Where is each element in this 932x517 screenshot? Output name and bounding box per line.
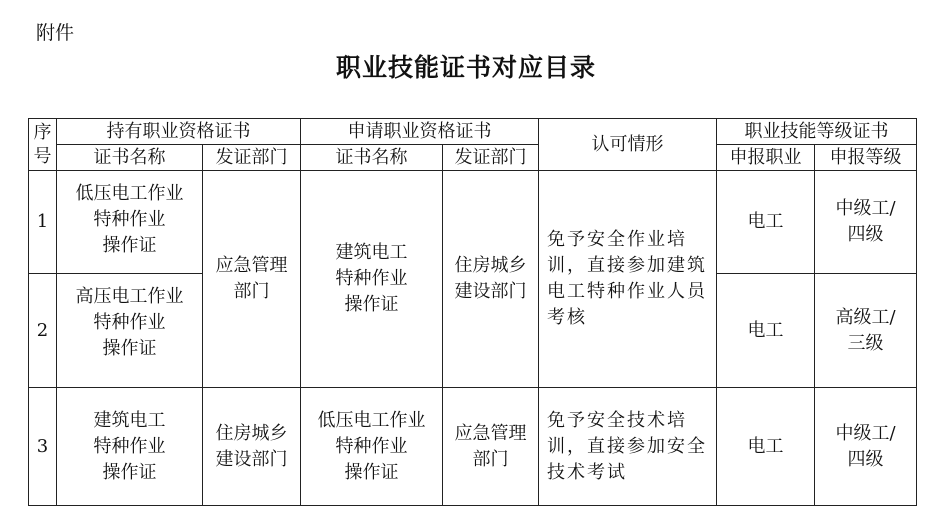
col-apply-issuer: 发证部门 [443,145,539,171]
header-row-2 [29,145,917,171]
occupation: 电工 [717,171,815,274]
page-title: 职业技能证书对应目录 [335,53,596,82]
held-cert-name: 高压电工作业 特种作业 操作证 [57,274,203,388]
row-seq: 3 [29,388,57,506]
apply-cert-name: 低压电工作业 特种作业 操作证 [301,388,443,506]
col-apply-cert-name: 证书名称 [301,145,443,171]
col-recognition-header: 认可情形 [539,119,717,171]
header-row-1 [29,119,917,145]
row-seq: 2 [29,274,57,388]
recognition-text: 免予安全技术培训，直接参加安全技术考试 [539,388,717,506]
occupation: 电工 [717,274,815,388]
apply-issuer: 应急管理 部门 [443,388,539,506]
col-seq-header [29,119,57,171]
held-cert-name: 建筑电工 特种作业 操作证 [57,388,203,506]
held-cert-name: 低压电工作业 特种作业 操作证 [57,171,203,274]
col-apply-cert-group: 申请职业资格证书 [301,119,539,145]
col-occupation: 申报职业 [717,145,815,171]
level: 高级工/ 三级 [815,274,917,388]
seq-header-text: 序号 [33,121,52,167]
table-row [29,171,917,274]
row-seq: 1 [29,171,57,274]
col-level: 申报等级 [815,145,917,171]
col-held-issuer: 发证部门 [203,145,301,171]
col-held-cert-group: 持有职业资格证书 [57,119,301,145]
apply-cert-name: 建筑电工 特种作业 操作证 [301,171,443,388]
certificate-table [28,118,917,506]
level: 中级工/ 四级 [815,171,917,274]
occupation: 电工 [717,388,815,506]
apply-issuer: 住房城乡 建设部门 [443,171,539,388]
held-issuer: 应急管理 部门 [203,171,301,388]
attachment-label: 附件 [36,22,75,44]
recognition-text: 免予安全作业培训，直接参加建筑电工特种作业人员考核 [539,171,717,388]
col-skill-cert-group: 职业技能等级证书 [717,119,917,145]
col-held-cert-name: 证书名称 [57,145,203,171]
level: 中级工/ 四级 [815,388,917,506]
table-row [29,388,917,506]
held-issuer: 住房城乡 建设部门 [203,388,301,506]
